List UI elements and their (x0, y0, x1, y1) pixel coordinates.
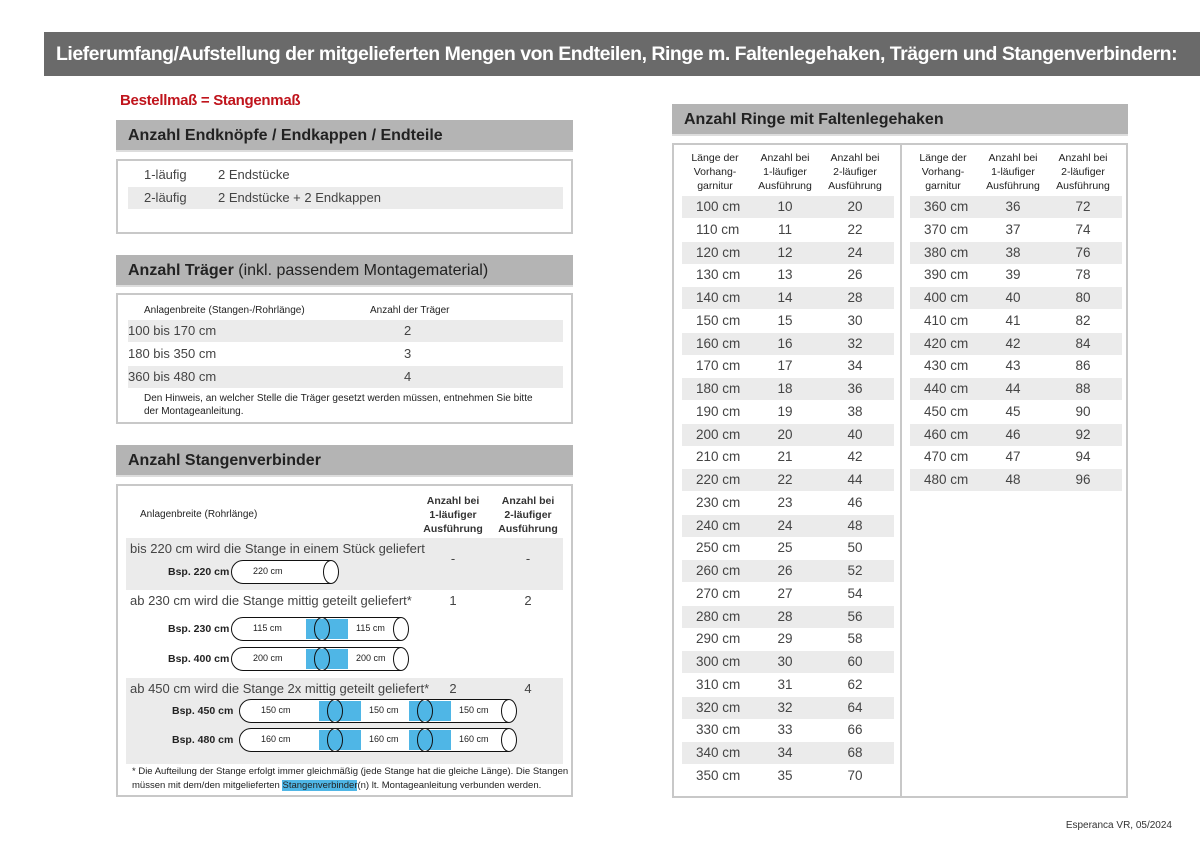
count-1-laeufig: 1 (449, 593, 457, 608)
ringe-row (910, 196, 1122, 218)
count-2-laeufig: 26 (847, 267, 863, 283)
ringe-row (682, 628, 894, 650)
count-2-laeufig: 94 (1075, 449, 1091, 465)
group-text: bis 220 cm wird die Stange in einem Stück geliefert (130, 541, 425, 556)
header-line: Länge der (691, 152, 739, 164)
length: 180 cm (696, 381, 741, 396)
count-2-laeufig: 68 (847, 745, 863, 760)
header-line: Anzahl bei (830, 152, 880, 164)
count-1-laeufig: 42 (1005, 335, 1021, 351)
length: 140 cm (696, 290, 741, 305)
traeger-row (128, 343, 563, 365)
ringe-row (682, 651, 894, 673)
segment-length: 200 cm (356, 653, 386, 663)
length: 430 cm (924, 358, 969, 374)
segment-length: 115 cm (356, 623, 385, 633)
count-1-laeufig: 35 (777, 767, 793, 783)
column-divider (900, 145, 902, 796)
traeger-row (128, 366, 563, 388)
count-1-laeufig: 41 (1005, 312, 1021, 328)
count-2-laeufig: 36 (847, 381, 863, 396)
length: 310 cm (696, 676, 741, 692)
endteile-value: 2 Endstücke + 2 Endkappen (218, 190, 381, 205)
ringe-row (682, 446, 894, 468)
count-1-laeufig: 43 (1005, 358, 1021, 374)
traeger-col-width: Anlagenbreite (Stangen-/Rohrlänge) (144, 305, 305, 316)
page-title: Lieferumfang/Aufstellung der mitgelieferten Mengen von Endteilen, Ringe m. Faltenlegehaken, Trägern und Stangenverbindern: (44, 32, 1200, 76)
length: 350 cm (696, 767, 741, 783)
ringe-row (682, 674, 894, 696)
col-line: 2-läufiger (504, 509, 552, 521)
endteile-label: 2-läufig (144, 190, 187, 205)
length: 480 cm (924, 472, 969, 487)
segment-length: 160 cm (369, 734, 399, 744)
count-1-laeufig: 13 (777, 267, 793, 283)
ringe-row (682, 333, 894, 355)
traeger-col-count: Anzahl der Träger (370, 305, 450, 316)
footnote-highlight: Stangenverbinder (282, 780, 358, 791)
header-line: 2-läufiger (833, 166, 877, 178)
traeger-note: Den Hinweis, an welcher Stelle die Träger gesetzt werden müssen, entnehmen Sie bitte (144, 393, 533, 404)
ringe-table (672, 143, 1128, 798)
length: 380 cm (924, 244, 969, 260)
length: 320 cm (696, 699, 741, 715)
count-1-laeufig: - (450, 551, 456, 566)
traeger-range: 100 bis 170 cm (128, 323, 217, 338)
header-line: Länge der (919, 152, 967, 164)
traeger-heading-rest: (inkl. passendem Montagematerial) (233, 262, 489, 279)
ringe-row (682, 583, 894, 605)
length: 130 cm (696, 267, 741, 283)
ringe-row (682, 355, 894, 377)
ringe-row (910, 287, 1122, 309)
traeger-count: 2 (404, 323, 412, 338)
length: 370 cm (924, 221, 969, 237)
header-line: Anzahl bei (1058, 152, 1108, 164)
count-2-laeufig: 30 (847, 312, 863, 328)
ringe-col_2-header (1046, 151, 1120, 193)
count-2-laeufig: 28 (847, 290, 863, 305)
traeger-count: 4 (404, 369, 412, 384)
header-line: Ausführung (1056, 180, 1110, 192)
group-text: ab 450 cm wird die Stange 2x mittig geteilt geliefert* (130, 681, 430, 696)
example-label: Bsp. 220 cm (168, 566, 230, 578)
segment-length: 160 cm (459, 734, 489, 744)
count-2-laeufig: 74 (1075, 221, 1091, 237)
count-2-laeufig: 54 (847, 585, 863, 601)
header-line: Ausführung (758, 180, 812, 192)
rod-end-cap (323, 560, 339, 584)
ringe-row (910, 446, 1122, 468)
count-2-laeufig: 90 (1075, 403, 1091, 419)
count-1-laeufig: 30 (777, 654, 793, 669)
length: 250 cm (696, 540, 741, 556)
length: 450 cm (924, 403, 969, 419)
length: 260 cm (696, 563, 741, 578)
length: 210 cm (696, 449, 741, 465)
length: 190 cm (696, 403, 741, 419)
example-label: Bsp. 480 cm (172, 734, 234, 746)
ringe-col_2-header (818, 151, 892, 193)
count-2-laeufig: 80 (1075, 290, 1091, 305)
ringe-row (682, 196, 894, 218)
ringe-row (682, 378, 894, 400)
header-line: 2-läufiger (1061, 166, 1105, 178)
example-label: Bsp. 400 cm (168, 653, 230, 665)
length: 360 cm (924, 199, 969, 214)
traeger-heading-bold: Anzahl Träger (128, 262, 234, 279)
length: 290 cm (696, 631, 741, 647)
header-line: Ausführung (828, 180, 882, 192)
ringe-row (682, 606, 894, 628)
ringe-row (910, 355, 1122, 377)
segment-length: 220 cm (253, 566, 283, 576)
verbinder-col-width: Anlagenbreite (Rohrlänge) (140, 509, 258, 520)
count-2-laeufig: 58 (847, 631, 863, 647)
count-1-laeufig: 34 (777, 745, 793, 760)
traeger-table (116, 293, 573, 424)
count-2-laeufig: - (525, 551, 531, 566)
length: 150 cm (696, 312, 741, 328)
endteile-label: 1-läufig (144, 167, 187, 182)
ringe-row (682, 537, 894, 559)
ringe-row (682, 310, 894, 332)
count-1-laeufig: 47 (1005, 449, 1021, 465)
ringe-row (682, 515, 894, 537)
count-1-laeufig: 29 (777, 631, 793, 647)
header-line: Vorhang- (693, 166, 737, 178)
count-1-laeufig: 22 (777, 472, 793, 487)
header-line: Anzahl bei (988, 152, 1038, 164)
col-line: Anzahl bei (501, 495, 555, 507)
count-2-laeufig: 92 (1075, 426, 1091, 442)
ringe-row (682, 560, 894, 582)
rod-end-cap (393, 617, 409, 641)
length: 110 cm (696, 221, 740, 237)
count-2-laeufig: 52 (847, 563, 863, 578)
count-1-laeufig: 2 (449, 681, 457, 696)
segment-length: 115 cm (253, 623, 282, 633)
rod-joint (417, 728, 433, 752)
traeger-heading (116, 255, 573, 287)
count-1-laeufig: 10 (777, 199, 793, 214)
ringe-row (682, 469, 894, 491)
length: 390 cm (924, 267, 969, 283)
count-1-laeufig: 45 (1005, 403, 1021, 419)
count-2-laeufig: 4 (524, 681, 532, 696)
traeger-row (128, 320, 563, 342)
footnote-text: (n) lt. Montageanleitung verbunden werden. (357, 780, 542, 791)
endteile-row (128, 187, 563, 209)
count-2-laeufig: 42 (847, 449, 863, 465)
length: 340 cm (696, 745, 741, 760)
length: 120 cm (696, 244, 741, 260)
segment-length: 160 cm (261, 734, 291, 744)
ringe-row (682, 424, 894, 446)
ringe-row (910, 333, 1122, 355)
count-2-laeufig: 60 (847, 654, 863, 669)
verbinder-heading: Anzahl Stangenverbinder (116, 445, 573, 477)
length: 330 cm (696, 722, 741, 738)
ringe-row (682, 401, 894, 423)
ringe-row (682, 742, 894, 764)
count-1-laeufig: 40 (1005, 290, 1021, 305)
rod-end-cap (501, 699, 517, 723)
rod-end-cap (501, 728, 517, 752)
count-1-laeufig: 39 (1005, 267, 1021, 283)
length: 100 cm (696, 199, 741, 214)
count-2-laeufig: 46 (847, 494, 863, 510)
order-note: Bestellmaß = Stangenmaß (120, 92, 301, 109)
count-2-laeufig: 62 (847, 676, 863, 692)
count-2-laeufig: 82 (1075, 312, 1091, 328)
ringe-row (910, 424, 1122, 446)
count-1-laeufig: 31 (777, 676, 793, 692)
ringe-col_1-header (976, 151, 1050, 193)
ringe-row (682, 242, 894, 264)
length: 170 cm (696, 358, 741, 374)
count-2-laeufig: 22 (847, 221, 863, 237)
ringe-row (682, 765, 894, 787)
count-1-laeufig: 37 (1005, 221, 1021, 237)
ringe-row (682, 719, 894, 741)
verbinder-col-1 (418, 494, 488, 536)
count-1-laeufig: 25 (777, 540, 793, 556)
count-1-laeufig: 19 (777, 403, 793, 419)
count-1-laeufig: 44 (1005, 381, 1021, 396)
header-line: 1-läufiger (763, 166, 807, 178)
count-2-laeufig: 48 (847, 517, 863, 533)
col-line: Ausführung (423, 523, 483, 535)
length: 200 cm (696, 426, 741, 442)
count-2-laeufig: 44 (847, 472, 863, 487)
length: 440 cm (924, 381, 969, 396)
count-1-laeufig: 33 (777, 722, 793, 738)
count-2-laeufig: 32 (847, 335, 863, 351)
count-2-laeufig: 78 (1075, 267, 1091, 283)
length: 470 cm (924, 449, 969, 465)
count-2-laeufig: 38 (847, 403, 863, 419)
rod-joint (327, 699, 343, 723)
ringe-row (682, 287, 894, 309)
segment-length: 150 cm (369, 705, 399, 715)
endteile-value: 2 Endstücke (218, 167, 290, 182)
count-2-laeufig: 66 (847, 722, 863, 738)
header-line: Anzahl bei (760, 152, 810, 164)
ringe-col_1-header (748, 151, 822, 193)
ringe-col_len-header (906, 151, 980, 193)
ringe-row (910, 219, 1122, 241)
count-1-laeufig: 18 (777, 381, 793, 396)
count-1-laeufig: 48 (1005, 472, 1021, 487)
ringe-row (682, 492, 894, 514)
count-2-laeufig: 70 (847, 767, 863, 783)
count-2-laeufig: 96 (1075, 472, 1091, 487)
ringe-row (910, 469, 1122, 491)
header-line: garnitur (925, 180, 961, 192)
ringe-row (910, 242, 1122, 264)
segment-length: 150 cm (459, 705, 489, 715)
length: 220 cm (696, 472, 741, 487)
rod-joint (314, 647, 330, 671)
ringe-row (910, 310, 1122, 332)
length: 460 cm (924, 426, 969, 442)
count-2-laeufig: 34 (847, 358, 863, 374)
header-line: Vorhang- (921, 166, 965, 178)
count-2-laeufig: 20 (847, 199, 863, 214)
count-2-laeufig: 50 (847, 540, 863, 556)
length: 280 cm (696, 608, 741, 624)
count-1-laeufig: 26 (777, 563, 793, 578)
count-1-laeufig: 16 (777, 335, 793, 351)
length: 400 cm (924, 290, 969, 305)
col-line: 1-läufiger (429, 509, 477, 521)
count-2-laeufig: 88 (1075, 381, 1091, 396)
ringe-row (682, 697, 894, 719)
rod-joint (314, 617, 330, 641)
footer: Esperanca VR, 05/2024 (1065, 820, 1172, 831)
endteile-table (116, 159, 573, 234)
count-2-laeufig: 2 (524, 593, 532, 608)
header-line: garnitur (697, 180, 733, 192)
length: 410 cm (924, 312, 969, 328)
ringe-col_len-header (678, 151, 752, 193)
verbinder-col-2 (493, 494, 563, 536)
segment-length: 150 cm (261, 705, 291, 715)
header-line: Ausführung (986, 180, 1040, 192)
count-1-laeufig: 12 (777, 244, 793, 260)
length: 240 cm (696, 517, 741, 533)
count-2-laeufig: 86 (1075, 358, 1091, 374)
count-1-laeufig: 20 (777, 426, 793, 442)
count-1-laeufig: 21 (777, 449, 793, 465)
endteile-row (128, 164, 563, 186)
ringe-row (910, 401, 1122, 423)
col-line: Ausführung (498, 523, 558, 535)
count-1-laeufig: 38 (1005, 244, 1021, 260)
count-2-laeufig: 76 (1075, 244, 1091, 260)
count-1-laeufig: 36 (1005, 199, 1021, 214)
count-1-laeufig: 23 (777, 494, 793, 510)
length: 300 cm (696, 654, 741, 669)
segment-length: 200 cm (253, 653, 283, 663)
rod-joint (417, 699, 433, 723)
example-label: Bsp. 450 cm (172, 705, 234, 717)
count-2-laeufig: 24 (847, 244, 863, 260)
endteile-heading: Anzahl Endknöpfe / Endkappen / Endteile (116, 120, 573, 152)
col-line: Anzahl bei (426, 495, 480, 507)
ringe-row (910, 264, 1122, 286)
length: 160 cm (696, 335, 741, 351)
length: 420 cm (924, 335, 969, 351)
ringe-row (682, 264, 894, 286)
count-1-laeufig: 11 (777, 221, 792, 237)
count-1-laeufig: 27 (777, 585, 793, 601)
count-1-laeufig: 15 (777, 312, 793, 328)
footnote-text: müssen mit dem/den mitgelieferten (132, 780, 283, 791)
count-1-laeufig: 17 (777, 358, 793, 374)
count-1-laeufig: 32 (777, 699, 793, 715)
count-2-laeufig: 72 (1075, 199, 1091, 214)
verbinder-footnote: * Die Aufteilung der Stange erfolgt immer gleichmäßig (jede Stange hat die gleiche Länge). Die Stangen (132, 766, 569, 777)
header-line: 1-läufiger (991, 166, 1035, 178)
traeger-range: 360 bis 480 cm (128, 369, 217, 384)
count-2-laeufig: 56 (847, 608, 863, 624)
count-1-laeufig: 24 (777, 517, 793, 533)
count-1-laeufig: 46 (1005, 426, 1021, 442)
verbinder-footnote-2 (132, 780, 541, 791)
length: 270 cm (696, 585, 741, 601)
rod-end-cap (393, 647, 409, 671)
group-text: ab 230 cm wird die Stange mittig geteilt geliefert* (130, 593, 412, 608)
traeger-note-2: der Montageanleitung. (144, 406, 244, 417)
count-1-laeufig: 28 (777, 608, 793, 624)
ringe-heading: Anzahl Ringe mit Faltenlegehaken (672, 104, 1128, 136)
count-2-laeufig: 84 (1075, 335, 1091, 351)
ringe-row (910, 378, 1122, 400)
traeger-range: 180 bis 350 cm (128, 346, 217, 361)
count-2-laeufig: 40 (847, 426, 863, 442)
rod-joint (327, 728, 343, 752)
count-2-laeufig: 64 (847, 699, 863, 715)
length: 230 cm (696, 494, 741, 510)
example-label: Bsp. 230 cm (168, 623, 230, 635)
ringe-row (682, 219, 894, 241)
traeger-count: 3 (404, 346, 412, 361)
count-1-laeufig: 14 (777, 290, 793, 305)
verbinder-table (116, 484, 573, 797)
